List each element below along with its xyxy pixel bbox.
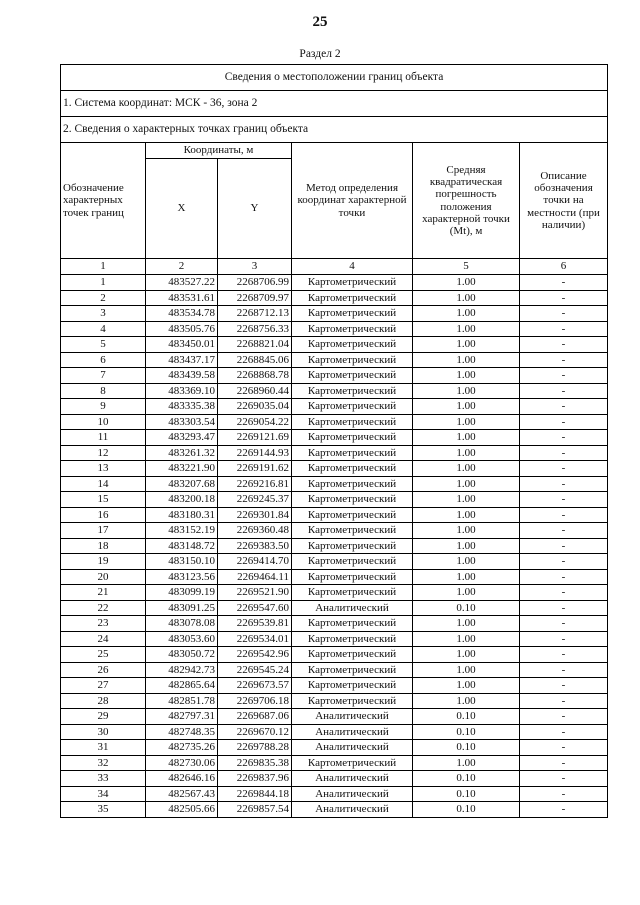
point-id-cell: 1 — [61, 275, 146, 291]
method-cell: Картометрический — [292, 523, 413, 539]
table-row — [61, 538, 608, 554]
x-coordinate-cell: 483148.72 — [146, 538, 218, 554]
column-numbers-row — [61, 259, 608, 275]
table-row — [61, 352, 608, 368]
table-row — [61, 554, 608, 570]
error-cell: 1.00 — [413, 399, 520, 415]
x-coordinate-cell: 483180.31 — [146, 507, 218, 523]
y-coordinate-cell: 2268706.99 — [218, 275, 292, 291]
table-row — [61, 399, 608, 415]
table-row — [61, 740, 608, 756]
x-coordinate-cell: 483207.68 — [146, 476, 218, 492]
y-coordinate-cell: 2269547.60 — [218, 600, 292, 616]
description-cell: - — [520, 321, 608, 337]
method-cell: Картометрический — [292, 554, 413, 570]
method-cell: Картометрический — [292, 321, 413, 337]
method-cell: Аналитический — [292, 771, 413, 787]
y-coordinate-cell: 2268960.44 — [218, 383, 292, 399]
point-id-cell: 31 — [61, 740, 146, 756]
description-cell: - — [520, 383, 608, 399]
y-coordinate-cell: 2269121.69 — [218, 430, 292, 446]
description-cell: - — [520, 368, 608, 384]
error-cell: 0.10 — [413, 600, 520, 616]
method-cell: Картометрический — [292, 275, 413, 291]
description-cell: - — [520, 678, 608, 694]
error-cell: 1.00 — [413, 368, 520, 384]
column-number: 1 — [61, 259, 146, 275]
error-cell: 1.00 — [413, 523, 520, 539]
y-coordinate-cell: 2269144.93 — [218, 445, 292, 461]
method-cell: Картометрический — [292, 337, 413, 353]
x-coordinate-cell: 483531.61 — [146, 290, 218, 306]
point-id-cell: 20 — [61, 569, 146, 585]
table-row — [61, 430, 608, 446]
x-coordinate-cell: 482797.31 — [146, 709, 218, 725]
y-coordinate-cell: 2269035.04 — [218, 399, 292, 415]
point-id-cell: 21 — [61, 585, 146, 601]
method-cell: Картометрический — [292, 631, 413, 647]
table-row — [61, 306, 608, 322]
description-cell: - — [520, 554, 608, 570]
description-cell: - — [520, 709, 608, 725]
point-id-cell: 13 — [61, 461, 146, 477]
point-id-cell: 14 — [61, 476, 146, 492]
y-coordinate-cell: 2269245.37 — [218, 492, 292, 508]
error-cell: 1.00 — [413, 275, 520, 291]
x-coordinate-cell: 483303.54 — [146, 414, 218, 430]
y-coordinate-cell: 2269835.38 — [218, 755, 292, 771]
point-id-cell: 22 — [61, 600, 146, 616]
point-id-cell: 7 — [61, 368, 146, 384]
x-coordinate-cell: 482505.66 — [146, 802, 218, 818]
point-id-cell: 11 — [61, 430, 146, 446]
point-id-cell: 29 — [61, 709, 146, 725]
point-id-cell: 30 — [61, 724, 146, 740]
point-id-cell: 18 — [61, 538, 146, 554]
method-cell: Картометрический — [292, 414, 413, 430]
table-row — [61, 678, 608, 694]
table-row — [61, 476, 608, 492]
description-cell: - — [520, 445, 608, 461]
description-cell: - — [520, 414, 608, 430]
point-id-cell: 4 — [61, 321, 146, 337]
error-cell: 1.00 — [413, 492, 520, 508]
table-row — [61, 755, 608, 771]
x-coordinate-cell: 483078.08 — [146, 616, 218, 632]
method-cell: Картометрический — [292, 507, 413, 523]
point-id-cell: 17 — [61, 523, 146, 539]
error-cell: 1.00 — [413, 352, 520, 368]
error-cell: 1.00 — [413, 337, 520, 353]
point-id-cell: 35 — [61, 802, 146, 818]
description-cell: - — [520, 724, 608, 740]
description-cell: - — [520, 507, 608, 523]
x-coordinate-cell: 483150.10 — [146, 554, 218, 570]
error-cell: 1.00 — [413, 476, 520, 492]
method-cell: Аналитический — [292, 740, 413, 756]
error-cell: 0.10 — [413, 771, 520, 787]
header-y: Y — [218, 159, 292, 259]
point-id-cell: 19 — [61, 554, 146, 570]
table-row — [61, 631, 608, 647]
table-row — [61, 290, 608, 306]
error-cell: 1.00 — [413, 631, 520, 647]
method-cell: Картометрический — [292, 476, 413, 492]
table-row — [61, 786, 608, 802]
boundary-table — [60, 64, 608, 818]
x-coordinate-cell: 483437.17 — [146, 352, 218, 368]
description-cell: - — [520, 802, 608, 818]
header-description: Описание обозначения точки на местности (при наличии) — [520, 143, 608, 259]
error-cell: 1.00 — [413, 755, 520, 771]
error-cell: 1.00 — [413, 507, 520, 523]
error-cell: 1.00 — [413, 414, 520, 430]
y-coordinate-cell: 2269360.48 — [218, 523, 292, 539]
description-cell: - — [520, 600, 608, 616]
x-coordinate-cell: 482865.64 — [146, 678, 218, 694]
error-cell: 1.00 — [413, 290, 520, 306]
y-coordinate-cell: 2269673.57 — [218, 678, 292, 694]
error-cell: 1.00 — [413, 430, 520, 446]
description-cell: - — [520, 538, 608, 554]
table-row — [61, 569, 608, 585]
y-coordinate-cell: 2269687.06 — [218, 709, 292, 725]
description-cell: - — [520, 476, 608, 492]
header-x: X — [146, 159, 218, 259]
error-cell: 0.10 — [413, 740, 520, 756]
table-row — [61, 724, 608, 740]
point-id-cell: 6 — [61, 352, 146, 368]
table-row — [61, 662, 608, 678]
y-coordinate-cell: 2268709.97 — [218, 290, 292, 306]
y-coordinate-cell: 2269788.28 — [218, 740, 292, 756]
point-id-cell: 5 — [61, 337, 146, 353]
error-cell: 1.00 — [413, 306, 520, 322]
point-id-cell: 33 — [61, 771, 146, 787]
x-coordinate-cell: 482851.78 — [146, 693, 218, 709]
table-row — [61, 802, 608, 818]
x-coordinate-cell: 483261.32 — [146, 445, 218, 461]
point-id-cell: 10 — [61, 414, 146, 430]
method-cell: Картометрический — [292, 569, 413, 585]
error-cell: 1.00 — [413, 538, 520, 554]
method-cell: Картометрический — [292, 383, 413, 399]
description-cell: - — [520, 647, 608, 663]
x-coordinate-cell: 483152.19 — [146, 523, 218, 539]
column-number: 3 — [218, 259, 292, 275]
x-coordinate-cell: 483534.78 — [146, 306, 218, 322]
x-coordinate-cell: 483221.90 — [146, 461, 218, 477]
y-coordinate-cell: 2269706.18 — [218, 693, 292, 709]
table-row — [61, 275, 608, 291]
y-coordinate-cell: 2269216.81 — [218, 476, 292, 492]
description-cell: - — [520, 337, 608, 353]
table-row — [61, 693, 608, 709]
point-id-cell: 3 — [61, 306, 146, 322]
error-cell: 0.10 — [413, 709, 520, 725]
x-coordinate-cell: 483369.10 — [146, 383, 218, 399]
x-coordinate-cell: 482730.06 — [146, 755, 218, 771]
description-cell: - — [520, 306, 608, 322]
error-cell: 1.00 — [413, 616, 520, 632]
header-error: Средняя квадратическая погрешность положения характерной точки (Mt), м — [413, 143, 520, 259]
y-coordinate-cell: 2269542.96 — [218, 647, 292, 663]
x-coordinate-cell: 483053.60 — [146, 631, 218, 647]
x-coordinate-cell: 483123.56 — [146, 569, 218, 585]
error-cell: 1.00 — [413, 321, 520, 337]
x-coordinate-cell: 482646.16 — [146, 771, 218, 787]
method-cell: Картометрический — [292, 306, 413, 322]
point-id-cell: 34 — [61, 786, 146, 802]
x-coordinate-cell: 483335.38 — [146, 399, 218, 415]
y-coordinate-cell: 2268821.04 — [218, 337, 292, 353]
page-number: 25 — [312, 14, 328, 30]
point-id-cell: 12 — [61, 445, 146, 461]
method-cell: Картометрический — [292, 352, 413, 368]
error-cell: 1.00 — [413, 569, 520, 585]
y-coordinate-cell: 2269844.18 — [218, 786, 292, 802]
table-row — [61, 492, 608, 508]
y-coordinate-cell: 2269837.96 — [218, 771, 292, 787]
method-cell: Картометрический — [292, 662, 413, 678]
table-row — [61, 771, 608, 787]
y-coordinate-cell: 2269191.62 — [218, 461, 292, 477]
method-cell: Картометрический — [292, 492, 413, 508]
x-coordinate-cell: 483450.01 — [146, 337, 218, 353]
column-number: 6 — [520, 259, 608, 275]
table-row — [61, 383, 608, 399]
description-cell: - — [520, 461, 608, 477]
table-title: Сведения о местоположении границ объекта — [61, 65, 608, 91]
method-cell: Картометрический — [292, 430, 413, 446]
x-coordinate-cell: 483200.18 — [146, 492, 218, 508]
table-row — [61, 321, 608, 337]
x-coordinate-cell: 483439.58 — [146, 368, 218, 384]
point-id-cell: 9 — [61, 399, 146, 415]
x-coordinate-cell: 483505.76 — [146, 321, 218, 337]
points-section-title: 2. Сведения о характерных точках границ объекта — [61, 117, 608, 143]
point-id-cell: 25 — [61, 647, 146, 663]
coordinate-system: 1. Система координат: МСК - 36, зона 2 — [61, 91, 608, 117]
description-cell: - — [520, 616, 608, 632]
description-cell: - — [520, 585, 608, 601]
x-coordinate-cell: 482942.73 — [146, 662, 218, 678]
description-cell: - — [520, 569, 608, 585]
x-coordinate-cell: 482735.26 — [146, 740, 218, 756]
y-coordinate-cell: 2268756.33 — [218, 321, 292, 337]
error-cell: 0.10 — [413, 802, 520, 818]
header-coordinates: Координаты, м — [146, 143, 292, 159]
error-cell: 0.10 — [413, 724, 520, 740]
error-cell: 1.00 — [413, 585, 520, 601]
y-coordinate-cell: 2269534.01 — [218, 631, 292, 647]
y-coordinate-cell: 2268845.06 — [218, 352, 292, 368]
point-id-cell: 15 — [61, 492, 146, 508]
method-cell: Картометрический — [292, 755, 413, 771]
error-cell: 1.00 — [413, 461, 520, 477]
x-coordinate-cell: 483293.47 — [146, 430, 218, 446]
table-row — [61, 337, 608, 353]
table-row — [61, 600, 608, 616]
description-cell: - — [520, 352, 608, 368]
description-cell: - — [520, 771, 608, 787]
x-coordinate-cell: 483091.25 — [146, 600, 218, 616]
table-row — [61, 709, 608, 725]
error-cell: 0.10 — [413, 786, 520, 802]
method-cell: Картометрический — [292, 461, 413, 477]
y-coordinate-cell: 2269545.24 — [218, 662, 292, 678]
description-cell: - — [520, 786, 608, 802]
column-number: 2 — [146, 259, 218, 275]
table-row — [61, 445, 608, 461]
method-cell: Картометрический — [292, 678, 413, 694]
description-cell: - — [520, 523, 608, 539]
method-cell: Аналитический — [292, 802, 413, 818]
table-row — [61, 507, 608, 523]
y-coordinate-cell: 2269670.12 — [218, 724, 292, 740]
error-cell: 1.00 — [413, 554, 520, 570]
description-cell: - — [520, 662, 608, 678]
y-coordinate-cell: 2269539.81 — [218, 616, 292, 632]
table-row — [61, 585, 608, 601]
point-id-cell: 16 — [61, 507, 146, 523]
table-row — [61, 414, 608, 430]
description-cell: - — [520, 693, 608, 709]
point-id-cell: 32 — [61, 755, 146, 771]
point-id-cell: 23 — [61, 616, 146, 632]
point-id-cell: 24 — [61, 631, 146, 647]
section-title: Раздел 2 — [299, 48, 341, 60]
y-coordinate-cell: 2269857.54 — [218, 802, 292, 818]
method-cell: Картометрический — [292, 693, 413, 709]
method-cell: Картометрический — [292, 445, 413, 461]
method-cell: Картометрический — [292, 538, 413, 554]
table-row — [61, 461, 608, 477]
column-number: 4 — [292, 259, 413, 275]
description-cell: - — [520, 275, 608, 291]
table-row — [61, 616, 608, 632]
y-coordinate-cell: 2269521.90 — [218, 585, 292, 601]
x-coordinate-cell: 483099.19 — [146, 585, 218, 601]
x-coordinate-cell: 483527.22 — [146, 275, 218, 291]
method-cell: Картометрический — [292, 399, 413, 415]
table-row — [61, 368, 608, 384]
method-cell: Картометрический — [292, 616, 413, 632]
x-coordinate-cell: 483050.72 — [146, 647, 218, 663]
method-cell: Картометрический — [292, 368, 413, 384]
y-coordinate-cell: 2268868.78 — [218, 368, 292, 384]
point-id-cell: 2 — [61, 290, 146, 306]
description-cell: - — [520, 399, 608, 415]
description-cell: - — [520, 755, 608, 771]
error-cell: 1.00 — [413, 693, 520, 709]
table-row — [61, 523, 608, 539]
description-cell: - — [520, 430, 608, 446]
error-cell: 1.00 — [413, 678, 520, 694]
column-number: 5 — [413, 259, 520, 275]
header-designation: Обозначение характерных точек границ — [61, 143, 146, 259]
header-method: Метод определения координат характерной точки — [292, 143, 413, 259]
point-id-cell: 26 — [61, 662, 146, 678]
method-cell: Аналитический — [292, 709, 413, 725]
description-cell: - — [520, 290, 608, 306]
point-id-cell: 8 — [61, 383, 146, 399]
x-coordinate-cell: 482567.43 — [146, 786, 218, 802]
error-cell: 1.00 — [413, 662, 520, 678]
point-id-cell: 27 — [61, 678, 146, 694]
method-cell: Аналитический — [292, 724, 413, 740]
y-coordinate-cell: 2268712.13 — [218, 306, 292, 322]
y-coordinate-cell: 2269383.50 — [218, 538, 292, 554]
method-cell: Картометрический — [292, 290, 413, 306]
x-coordinate-cell: 482748.35 — [146, 724, 218, 740]
y-coordinate-cell: 2269301.84 — [218, 507, 292, 523]
points-table-body — [61, 275, 608, 818]
error-cell: 1.00 — [413, 383, 520, 399]
table-row — [61, 647, 608, 663]
method-cell: Картометрический — [292, 585, 413, 601]
y-coordinate-cell: 2269414.70 — [218, 554, 292, 570]
description-cell: - — [520, 492, 608, 508]
error-cell: 1.00 — [413, 445, 520, 461]
y-coordinate-cell: 2269464.11 — [218, 569, 292, 585]
description-cell: - — [520, 740, 608, 756]
method-cell: Картометрический — [292, 647, 413, 663]
method-cell: Аналитический — [292, 786, 413, 802]
y-coordinate-cell: 2269054.22 — [218, 414, 292, 430]
description-cell: - — [520, 631, 608, 647]
error-cell: 1.00 — [413, 647, 520, 663]
method-cell: Аналитический — [292, 600, 413, 616]
point-id-cell: 28 — [61, 693, 146, 709]
